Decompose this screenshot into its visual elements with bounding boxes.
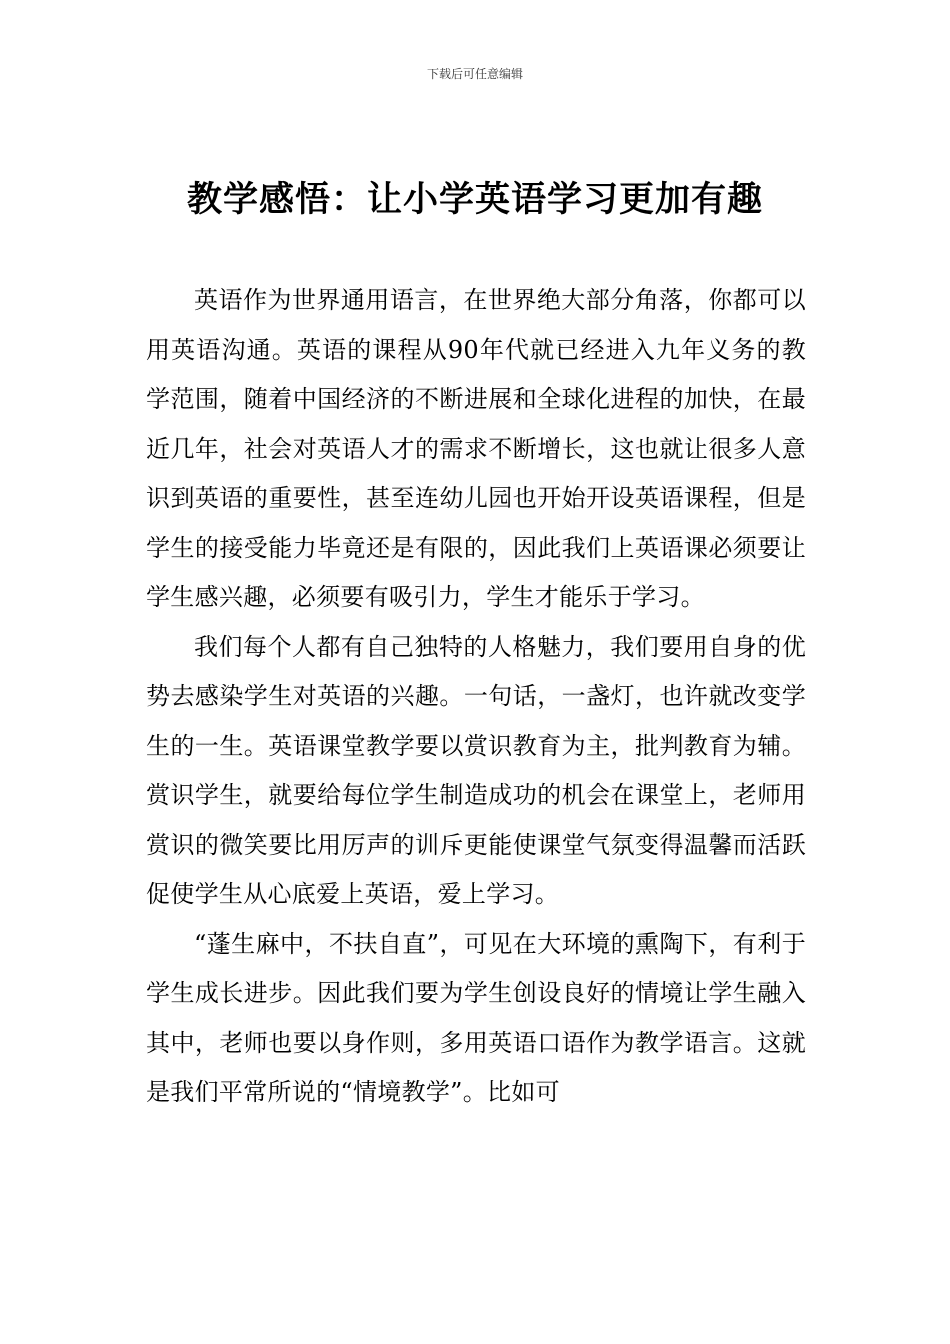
- header-note: 下载后可任意编辑: [426, 67, 523, 81]
- paragraph: “蓬生麻中，不扶自直”，可见在大环境的熏陶下，有利于学生成长进步。因此我们要为学生创设良好的情境让学生融入其中，老师也要以身作则，多用英语口语作为教学语言。这就是我们平常所说的“情境教学”。比如可: [146, 929, 806, 1106]
- document-title: 教学感悟：让小学英语学习更加有趣: [186, 180, 763, 220]
- document-body: [146, 276, 806, 1118]
- paragraph: 英语作为世界通用语言，在世界绝大部分角落，你都可以用英语沟通。英语的课程从90年代就已经进入九年义务的教学范围，随着中国经济的不断进展和全球化进程的加快，在最近几年，社会对英语人才的需求不断增长，这也就让很多人意识到英语的重要性，甚至连幼儿园也开始开设英语课程，但是学生的接受能力毕竟还是有限的，因此我们上英语课必须要让学生感兴趣，必须要有吸引力，学生才能乐于学习。: [146, 286, 806, 611]
- paragraph: 我们每个人都有自己独特的人格魅力，我们要用自身的优势去感染学生对英语的兴趣。一句话，一盏灯，也许就改变学生的一生。英语课堂教学要以赏识教育为主，批判教育为辅。赏识学生，就要给每位学生制造成功的机会在课堂上，老师用赏识的微笑要比用厉声的训斥更能使课堂气氛变得温馨而活跃 促使学生从心底爱上英语，爱上学习。: [146, 632, 806, 908]
